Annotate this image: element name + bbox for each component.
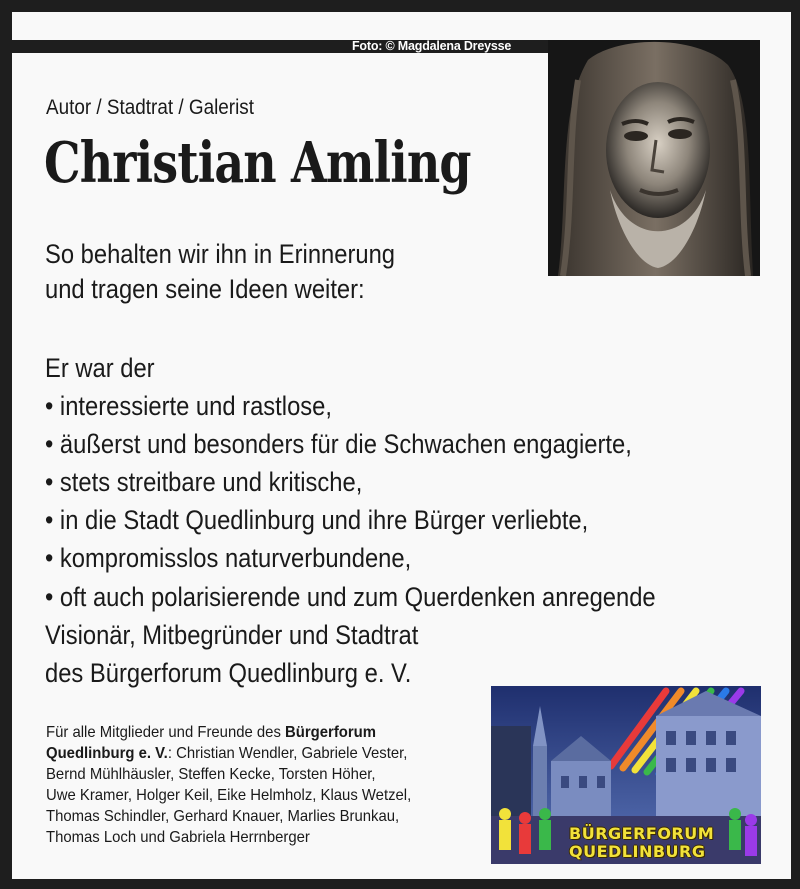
members-line: Thomas Schindler, Gerhard Knauer, Marlies Brunkau,	[46, 808, 400, 825]
org-name: Quedlinburg e. V.	[46, 745, 168, 762]
intro-line: und tragen seine Ideen weiter:	[45, 274, 365, 304]
org-name: Bürgerforum	[285, 724, 376, 741]
members-line: Thomas Loch und Gabriela Herrnberger	[46, 829, 310, 846]
members-line-1: Für alle Mitglieder und Freunde des Bürgerforum	[46, 724, 376, 741]
members-line: Bernd Mühlhäusler, Steffen Kecke, Torsten Höher,	[46, 766, 376, 783]
portrait-image	[548, 40, 760, 276]
quality-item: • äußerst und besonders für die Schwachen engagierte,	[45, 429, 632, 459]
members-line-2: Quedlinburg e. V.: Christian Wendler, Gabriele Vester,	[46, 745, 408, 762]
deceased-name: Christian Amling	[44, 130, 471, 196]
logo-text-line: BÜRGERFORUM	[569, 824, 715, 843]
closing-line: des Bürgerforum Quedlinburg e. V.	[45, 658, 412, 688]
closing-line: Visionär, Mitbegründer und Stadtrat	[45, 620, 419, 650]
quality-item: • interessierte und rastlose,	[45, 391, 332, 421]
buergerforum-logo	[491, 686, 761, 864]
logo-text-line: QUEDLINBURG	[569, 842, 706, 861]
quality-item: • stets streitbare und kritische,	[45, 467, 363, 497]
quality-item: • kompromisslos naturverbundene,	[45, 543, 412, 573]
roles-subtitle: Autor / Stadtrat / Galerist	[46, 96, 254, 119]
lead-line: Er war der	[45, 353, 155, 383]
photo-credit: Foto: © Magdalena Dreysse	[352, 39, 512, 53]
portrait-photo	[548, 40, 760, 276]
intro-line: So behalten wir ihn in Erinnerung	[45, 239, 396, 269]
members-signature	[46, 722, 411, 848]
quality-item: • in die Stadt Quedlinburg und ihre Bürger verliebte,	[45, 505, 589, 535]
members-line: Uwe Kramer, Holger Keil, Eike Helmholz, Klaus Wetzel,	[46, 787, 412, 804]
quality-item: • oft auch polarisierende und zum Querdenken anregende	[45, 582, 656, 612]
